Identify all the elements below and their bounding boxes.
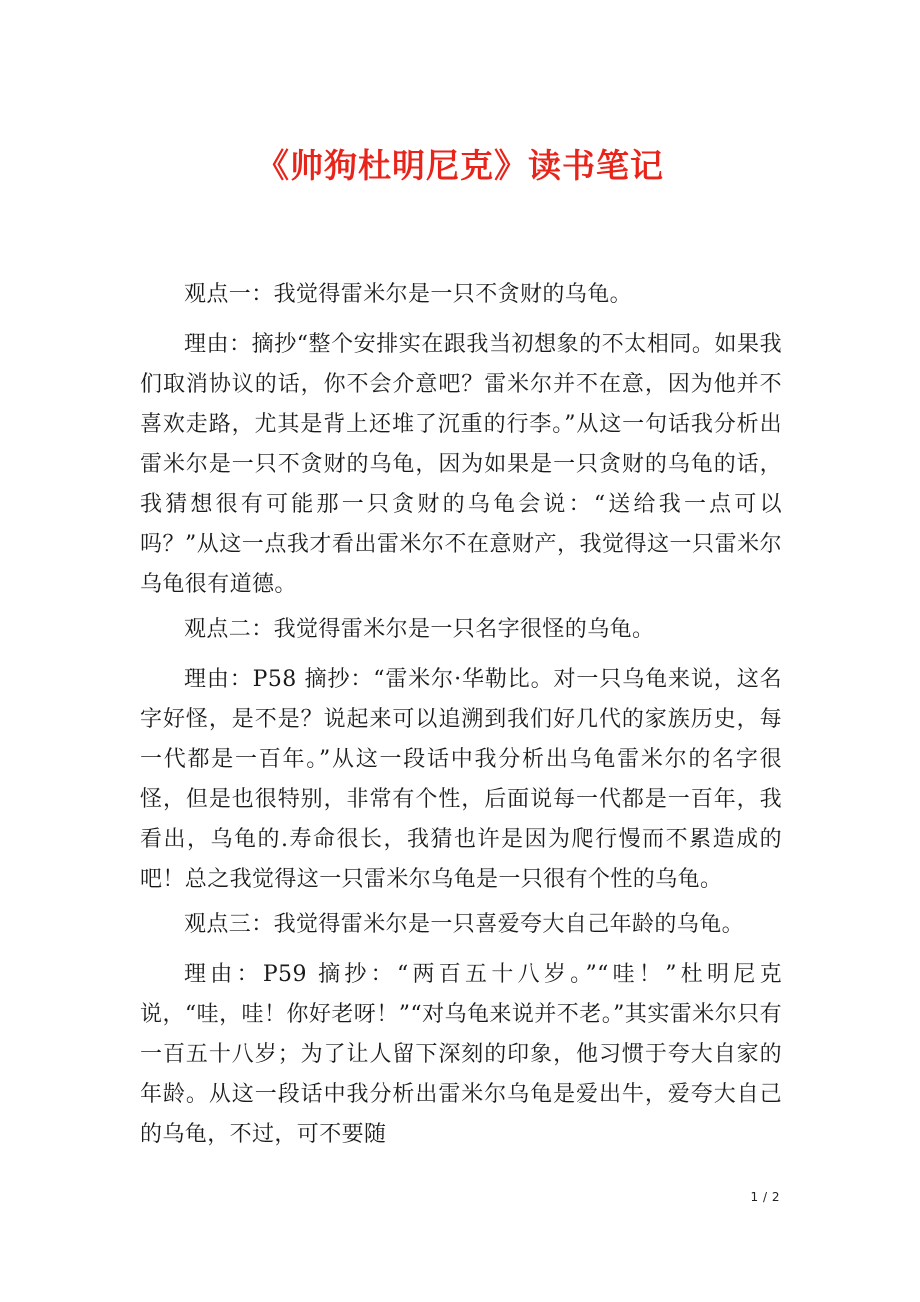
paragraph-viewpoint-2: 观点二：我觉得雷米尔是一只名字很怪的乌龟。 — [184, 617, 655, 642]
paragraph-reason-1: 理由：摘抄“整个安排实在跟我当初想象的不太相同。如果我们取消协议的话，你不会介意吧？雷米尔并不在意，因为他并不喜欢走路，尤其是背上还堆了沉重的行李。”从这一句话我分析出雷米尔是一只不贪财的乌龟，因为如果是一只贪财的乌龟的话，我猜想很有可能那一只贪财的乌龟会说：“送给我一点可以吗？”从这一点我才看出雷米尔不在意财产，我觉得这一只雷米尔乌龟很有道德。 — [140, 332, 782, 597]
document-body — [140, 275, 782, 1160]
paragraph-viewpoint-3: 观点三：我觉得雷米尔是一只喜爱夸大自己年龄的乌龟。 — [184, 912, 745, 937]
document-title: 《帅狗杜明尼克》读书笔记 — [256, 146, 664, 185]
paragraph-reason-3: 理由：P59 摘抄：“两百五十八岁。”“哇！”杜明尼克说，“哇，哇！你好老呀！”“对乌龟来说并不老。”其实雷米尔只有一百五十八岁；为了让人留下深刻的印象，他习惯于夸大自家的年龄。从这一段话中我分析出雷米尔乌龟是爱出牛，爱夸大自己的乌龟，不过，可不要随 — [140, 962, 782, 1147]
paragraph-reason-2: 理由：P58 摘抄：“雷米尔·华勒比。对一只乌龟来说，这名字好怪，是不是？说起来可以追溯到我们好几代的家族历史，每一代都是一百年。”从这一段话中我分析出乌龟雷米尔的名字很怪，但是也很特别，非常有个性，后面说每一代都是一百年，我看出，乌龟的.寿命很长，我猜也许是因为爬行慢而不累造成的吧！总之我觉得这一只雷米尔乌龟是一只很有个性的乌龟。 — [140, 667, 782, 892]
paragraph-viewpoint-1: 观点一：我觉得雷米尔是一只不贪财的乌龟。 — [184, 282, 633, 307]
page-number: 1 / 2 — [750, 1190, 780, 1204]
